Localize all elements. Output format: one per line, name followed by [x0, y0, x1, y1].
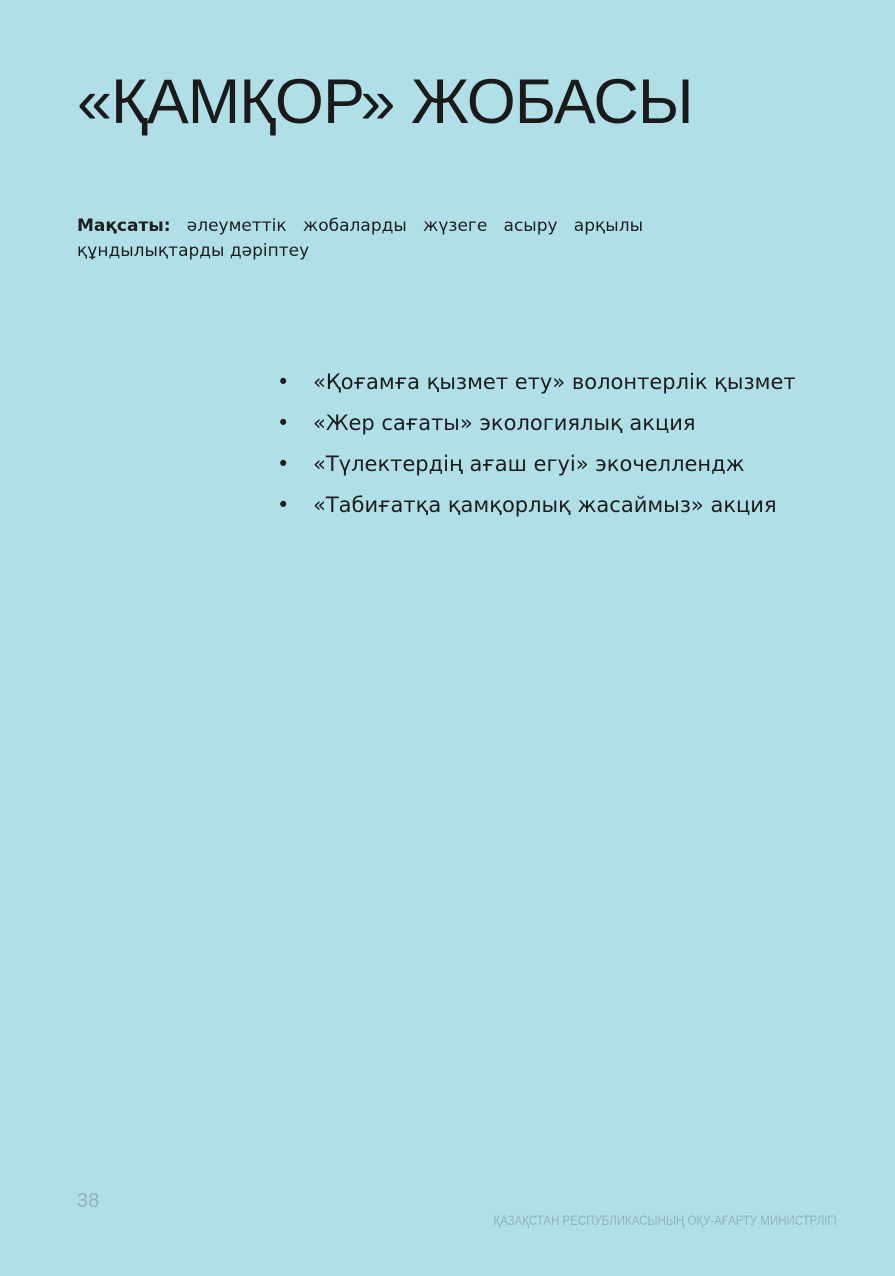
ministry-footer: ҚАЗАҚСТАН РЕСПУБЛИКАСЫНЫҢ ОҚУ-АҒАРТУ МИНИСТРЛІГІ	[493, 1212, 837, 1228]
activity-label: «Табиғатқа қамқорлық жасаймыз» акция	[313, 493, 777, 517]
bullet-icon: •	[277, 370, 290, 394]
bullet-icon: •	[277, 493, 290, 517]
activity-item-earth-hour	[277, 403, 796, 444]
goal-text: әлеуметтік жобаларды жүзеге асыру арқылы құндылықтарды дәріптеу	[77, 216, 643, 261]
goal-paragraph	[77, 214, 643, 264]
goal-label: Мақсаты:	[77, 216, 171, 236]
activity-label: «Жер сағаты» экологиялық акция	[313, 411, 696, 435]
activity-item-nature-care	[277, 485, 796, 526]
bullet-icon: •	[277, 452, 290, 476]
activity-item-tree-planting	[277, 444, 796, 485]
page-number: 38	[77, 1190, 100, 1212]
activity-label: «Түлектердің ағаш егуі» экочеллендж	[313, 452, 745, 476]
activity-list	[277, 362, 796, 526]
activity-item-volunteer	[277, 362, 796, 403]
page-title: «ҚАМҚОР» ЖОБАСЫ	[77, 67, 693, 137]
bullet-icon: •	[277, 411, 290, 435]
activity-label: «Қоғамға қызмет ету» волонтерлік қызмет	[313, 370, 796, 394]
